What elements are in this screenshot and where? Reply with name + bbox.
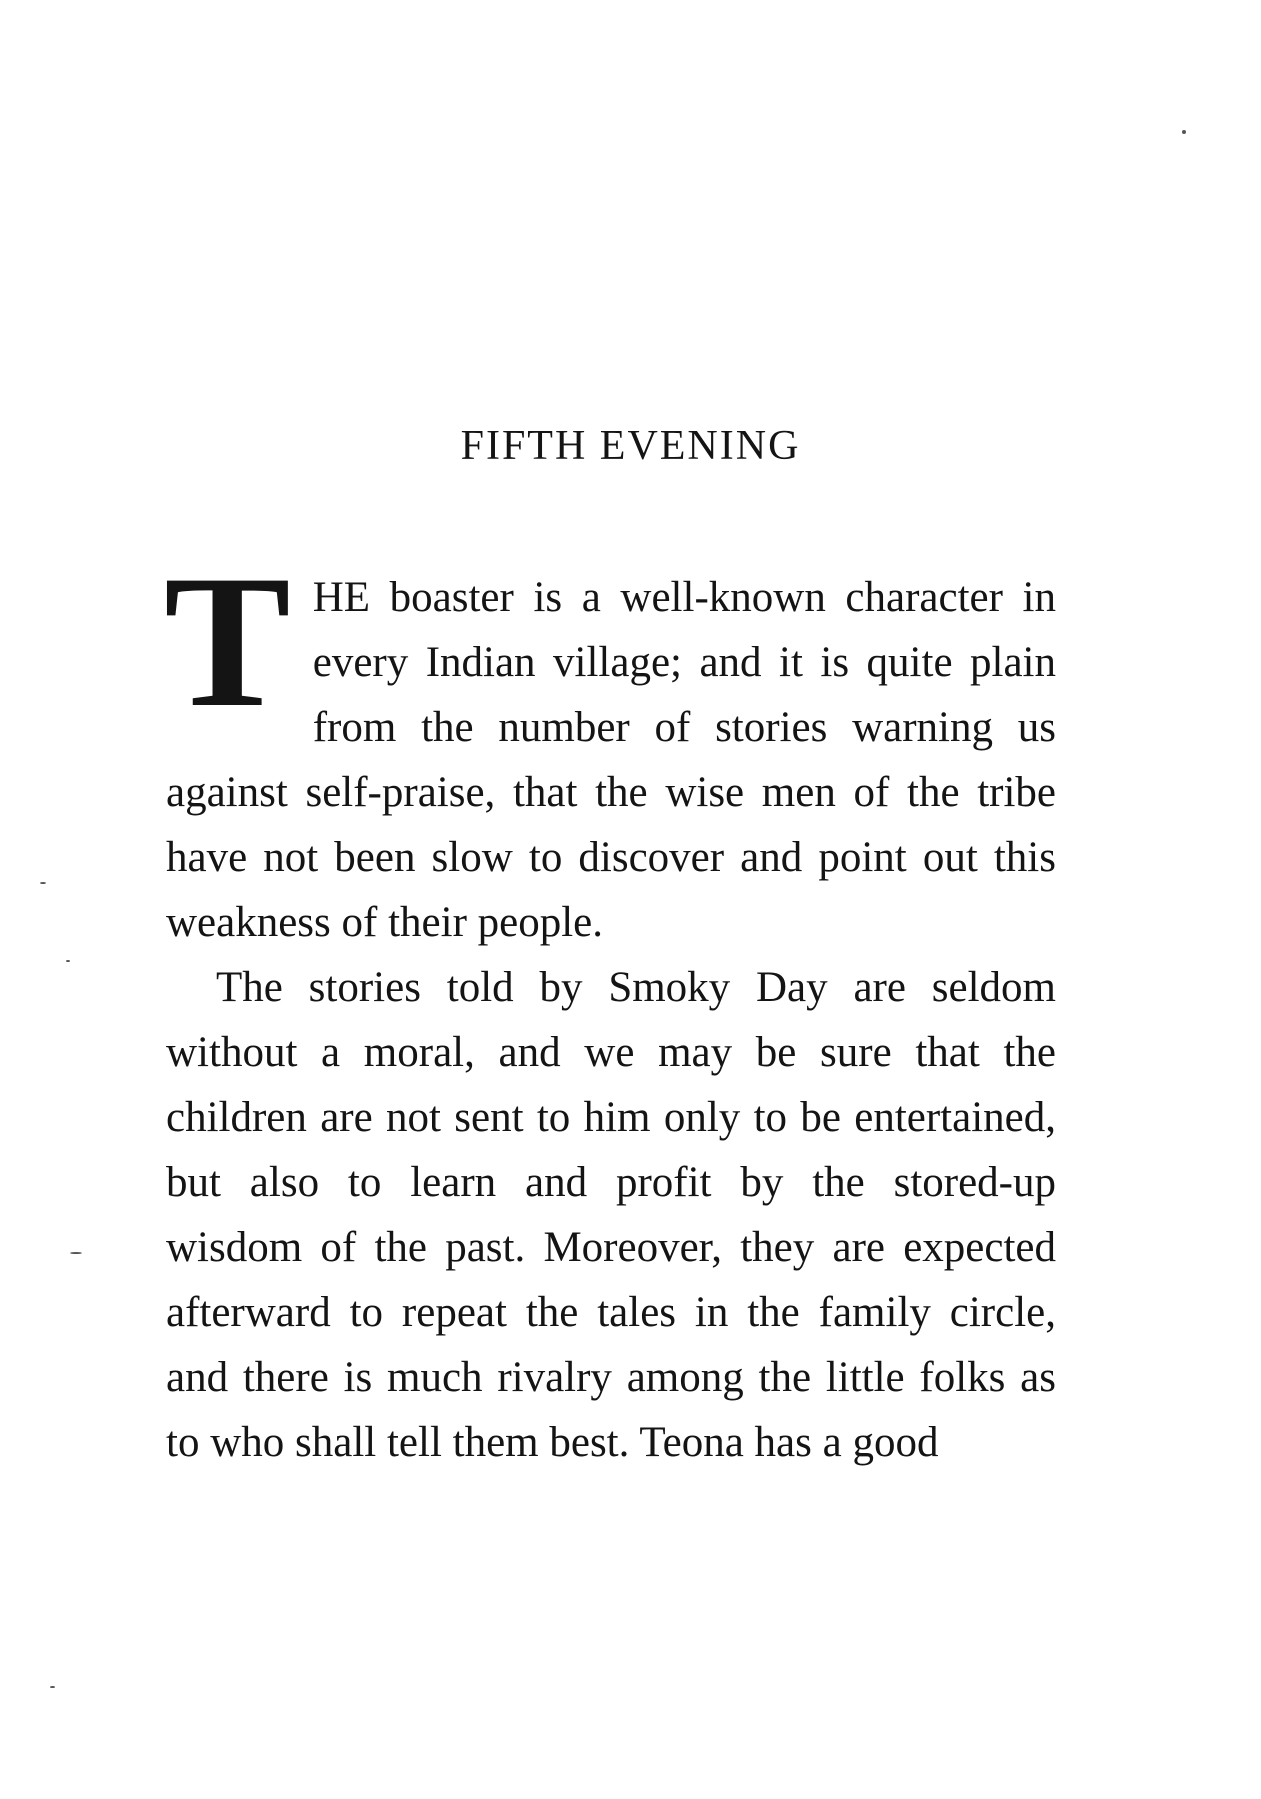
scan-speck [40, 882, 46, 884]
scan-speck [1182, 130, 1186, 134]
lead-in: HE [312, 574, 371, 621]
paragraph-1 [164, 537, 1056, 955]
paragraph-1-text: boaster is a well-known character in every Indian village; and it is quite plain from the number of stories warning us against self-praise, that the wise men of the tribe have not been slow to discover and point out this weakness of their people. [166, 574, 1056, 946]
drop-cap: T [164, 537, 291, 747]
scan-speck [50, 1686, 55, 1688]
body-text [164, 537, 1056, 1475]
scan-speck [70, 1252, 82, 1254]
scan-speck [66, 960, 70, 962]
paragraph-2: The stories told by Smoky Day are seldom without a moral, and we may be sure that the children are not sent to him only to be entertained, but also to learn and profit by the stored-up wisdom of the past. Moreover, they are expected afterward to repeat the tales in the family circle, and there is much rivalry among the little folks as to who shall tell them best. Teona has a good [166, 964, 1056, 1466]
chapter-heading: FIFTH EVENING [460, 423, 801, 469]
